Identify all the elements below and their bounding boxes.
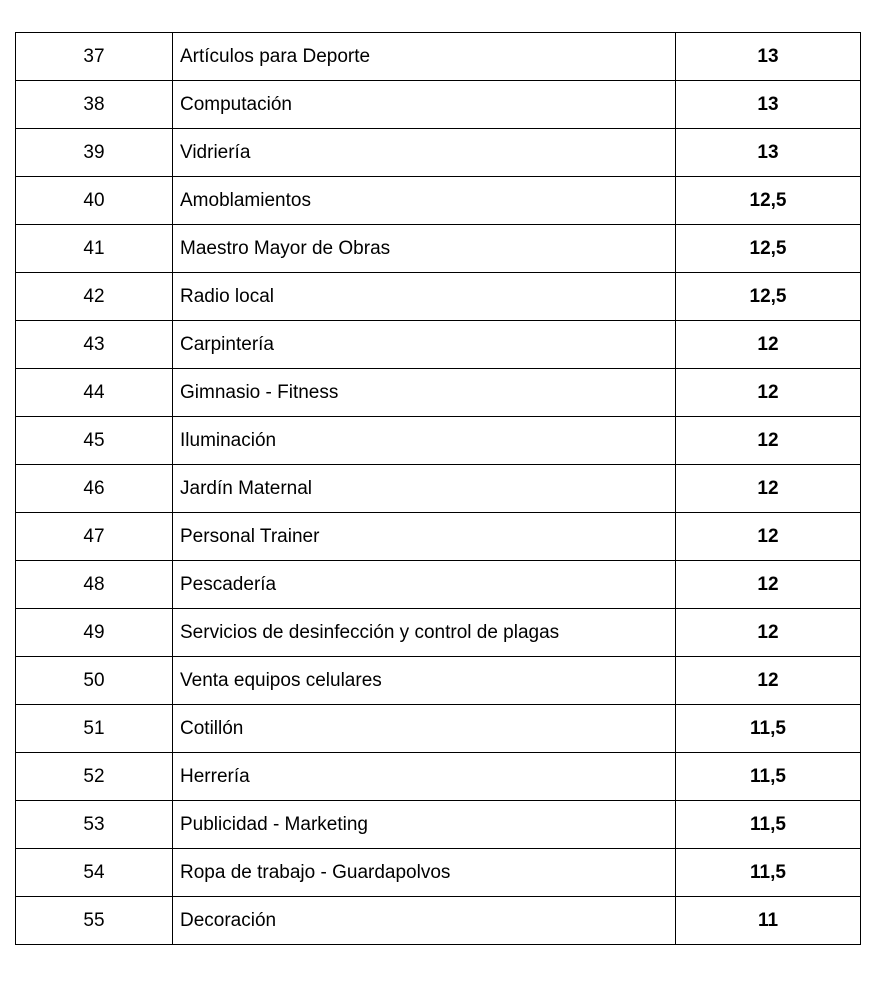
score-cell: 12 — [676, 465, 861, 513]
category-name-cell: Computación — [173, 81, 676, 129]
row-number-cell: 42 — [16, 273, 173, 321]
category-name-cell: Gimnasio - Fitness — [173, 369, 676, 417]
table-row — [16, 321, 861, 369]
row-number-cell: 43 — [16, 321, 173, 369]
category-name-cell: Ropa de trabajo - Guardapolvos — [173, 849, 676, 897]
score-cell: 12 — [676, 321, 861, 369]
ranking-table-container — [15, 32, 861, 945]
score-cell: 13 — [676, 129, 861, 177]
category-name-cell: Herrería — [173, 753, 676, 801]
score-cell: 11 — [676, 897, 861, 945]
category-name-cell: Cotillón — [173, 705, 676, 753]
table-row — [16, 81, 861, 129]
table-row — [16, 801, 861, 849]
category-name-cell: Maestro Mayor de Obras — [173, 225, 676, 273]
row-number-cell: 44 — [16, 369, 173, 417]
row-number-cell: 55 — [16, 897, 173, 945]
row-number-cell: 46 — [16, 465, 173, 513]
table-row — [16, 369, 861, 417]
table-row — [16, 225, 861, 273]
row-number-cell: 48 — [16, 561, 173, 609]
row-number-cell: 47 — [16, 513, 173, 561]
table-row — [16, 465, 861, 513]
table-row — [16, 849, 861, 897]
table-row — [16, 33, 861, 81]
row-number-cell: 41 — [16, 225, 173, 273]
table-row — [16, 705, 861, 753]
row-number-cell: 50 — [16, 657, 173, 705]
category-name-cell: Vidriería — [173, 129, 676, 177]
score-cell: 12,5 — [676, 177, 861, 225]
score-cell: 12 — [676, 561, 861, 609]
score-cell: 12 — [676, 609, 861, 657]
table-row — [16, 129, 861, 177]
score-cell: 12,5 — [676, 273, 861, 321]
ranking-table-body — [16, 33, 861, 945]
category-name-cell: Publicidad - Marketing — [173, 801, 676, 849]
table-row — [16, 417, 861, 465]
category-name-cell: Artículos para Deporte — [173, 33, 676, 81]
score-cell: 11,5 — [676, 753, 861, 801]
row-number-cell: 38 — [16, 81, 173, 129]
score-cell: 13 — [676, 81, 861, 129]
score-cell: 11,5 — [676, 849, 861, 897]
category-name-cell: Pescadería — [173, 561, 676, 609]
ranking-table — [15, 32, 861, 945]
row-number-cell: 45 — [16, 417, 173, 465]
row-number-cell: 52 — [16, 753, 173, 801]
category-name-cell: Venta equipos celulares — [173, 657, 676, 705]
score-cell: 12,5 — [676, 225, 861, 273]
row-number-cell: 53 — [16, 801, 173, 849]
score-cell: 12 — [676, 513, 861, 561]
category-name-cell: Carpintería — [173, 321, 676, 369]
row-number-cell: 51 — [16, 705, 173, 753]
category-name-cell: Radio local — [173, 273, 676, 321]
table-row — [16, 561, 861, 609]
table-row — [16, 177, 861, 225]
table-row — [16, 753, 861, 801]
table-row — [16, 513, 861, 561]
score-cell: 12 — [676, 417, 861, 465]
table-row — [16, 273, 861, 321]
category-name-cell: Servicios de desinfección y control de plagas — [173, 609, 676, 657]
table-row — [16, 657, 861, 705]
row-number-cell: 54 — [16, 849, 173, 897]
row-number-cell: 37 — [16, 33, 173, 81]
row-number-cell: 49 — [16, 609, 173, 657]
category-name-cell: Amoblamientos — [173, 177, 676, 225]
score-cell: 12 — [676, 657, 861, 705]
row-number-cell: 39 — [16, 129, 173, 177]
category-name-cell: Decoración — [173, 897, 676, 945]
table-row — [16, 609, 861, 657]
category-name-cell: Jardín Maternal — [173, 465, 676, 513]
score-cell: 11,5 — [676, 801, 861, 849]
table-row — [16, 897, 861, 945]
score-cell: 13 — [676, 33, 861, 81]
category-name-cell: Personal Trainer — [173, 513, 676, 561]
score-cell: 11,5 — [676, 705, 861, 753]
row-number-cell: 40 — [16, 177, 173, 225]
score-cell: 12 — [676, 369, 861, 417]
category-name-cell: Iluminación — [173, 417, 676, 465]
